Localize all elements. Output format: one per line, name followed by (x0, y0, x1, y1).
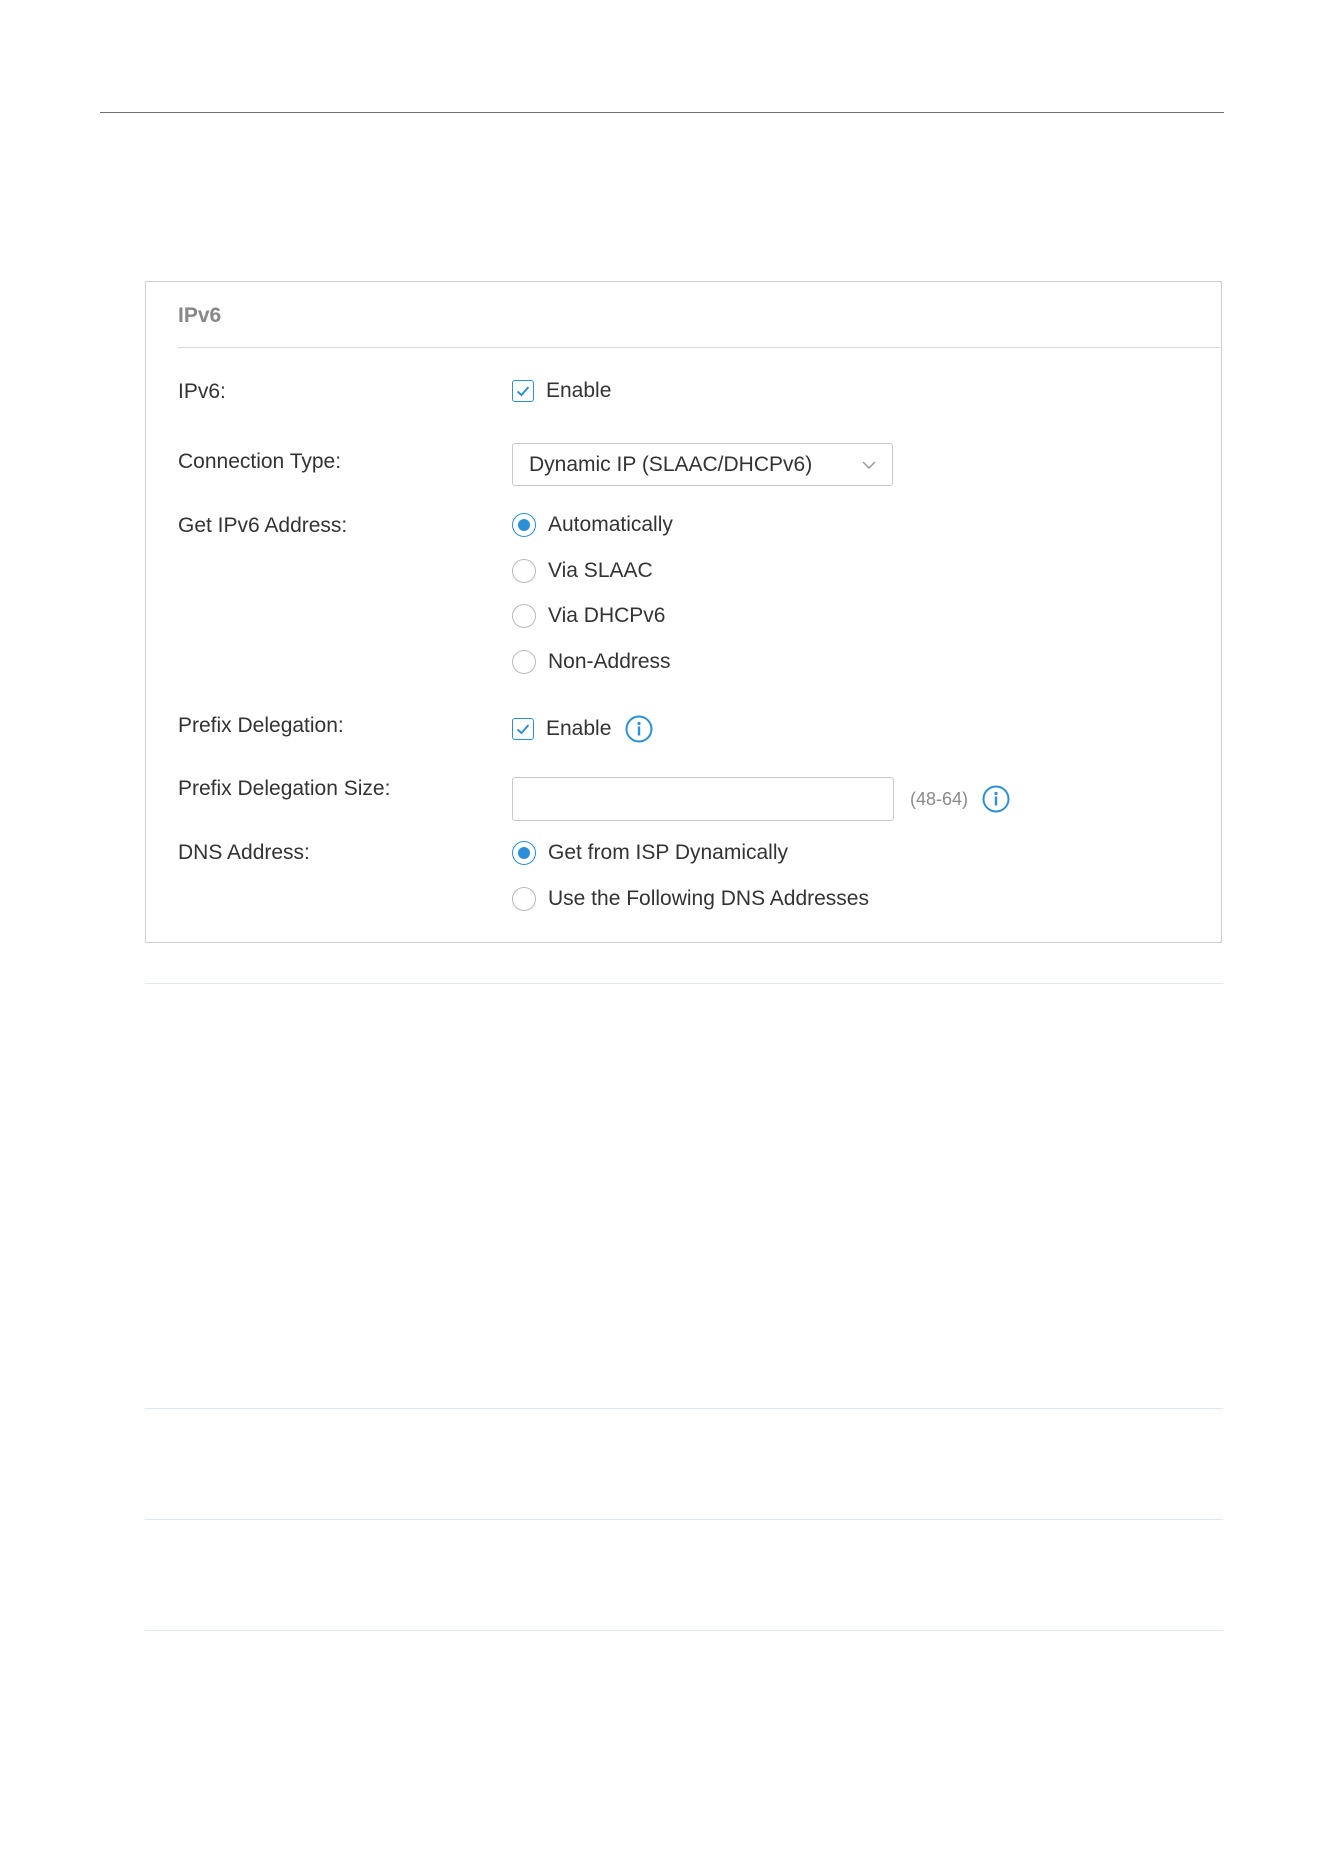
prefix-delegation-size-label: Prefix Delegation Size: (178, 777, 391, 800)
get-ipv6-via-slaac-label: Via SLAAC (548, 559, 653, 582)
get-ipv6-via-dhcpv6-label: Via DHCPv6 (548, 604, 666, 627)
prefix-delegation-size-field (512, 777, 1010, 821)
get-ipv6-non-address-option[interactable] (512, 650, 671, 674)
ipv6-settings-panel (145, 281, 1222, 943)
dns-use-following-label: Use the Following DNS Addresses (548, 887, 869, 910)
panel-title-divider (178, 347, 1221, 348)
connection-type-select[interactable] (512, 443, 893, 486)
get-ipv6-via-dhcpv6-option[interactable] (512, 604, 666, 628)
ipv6-label: IPv6: (178, 380, 226, 403)
table-bottom-rule (145, 1630, 1223, 1631)
info-icon[interactable] (982, 785, 1010, 813)
table-top-rule (145, 983, 1223, 984)
get-ipv6-automatically-radio[interactable] (512, 513, 536, 537)
chevron-down-icon (862, 460, 876, 470)
ipv6-enable-checkbox[interactable] (512, 380, 534, 402)
dns-address-label: DNS Address: (178, 841, 310, 864)
get-ipv6-automatically-label: Automatically (548, 513, 673, 536)
connection-type-value: Dynamic IP (SLAAC/DHCPv6) (529, 452, 813, 476)
dns-get-from-isp-option[interactable] (512, 841, 788, 865)
get-ipv6-via-slaac-radio[interactable] (512, 559, 536, 583)
prefix-delegation-size-input[interactable] (512, 777, 894, 821)
check-icon (515, 383, 531, 399)
get-ipv6-non-address-radio[interactable] (512, 650, 536, 674)
info-icon[interactable] (625, 715, 653, 743)
dns-use-following-option[interactable] (512, 887, 869, 911)
check-icon (515, 721, 531, 737)
ipv6-enable-checkbox-row[interactable] (512, 379, 611, 403)
page-header-rule (100, 112, 1224, 113)
ipv6-enable-label: Enable (546, 379, 612, 402)
dns-get-from-isp-label: Get from ISP Dynamically (548, 841, 789, 864)
table-row-divider (145, 1519, 1223, 1520)
panel-title: IPv6 (178, 304, 222, 327)
prefix-delegation-size-hint: (48-64) (910, 788, 969, 809)
get-ipv6-via-slaac-option[interactable] (512, 559, 653, 583)
connection-type-label: Connection Type: (178, 450, 342, 473)
dns-use-following-radio[interactable] (512, 887, 536, 911)
get-ipv6-non-address-label: Non-Address (548, 650, 671, 673)
prefix-delegation-enable-label: Enable (546, 717, 612, 740)
get-ipv6-via-dhcpv6-radio[interactable] (512, 604, 536, 628)
prefix-delegation-label: Prefix Delegation: (178, 714, 344, 737)
get-ipv6-automatically-option[interactable] (512, 513, 673, 537)
connection-type-field (512, 443, 893, 486)
dns-get-from-isp-radio[interactable] (512, 841, 536, 865)
get-ipv6-address-label: Get IPv6 Address: (178, 514, 348, 537)
prefix-delegation-enable-row[interactable] (512, 715, 653, 743)
table-row-divider (145, 1408, 1223, 1409)
prefix-delegation-enable-checkbox[interactable] (512, 718, 534, 740)
